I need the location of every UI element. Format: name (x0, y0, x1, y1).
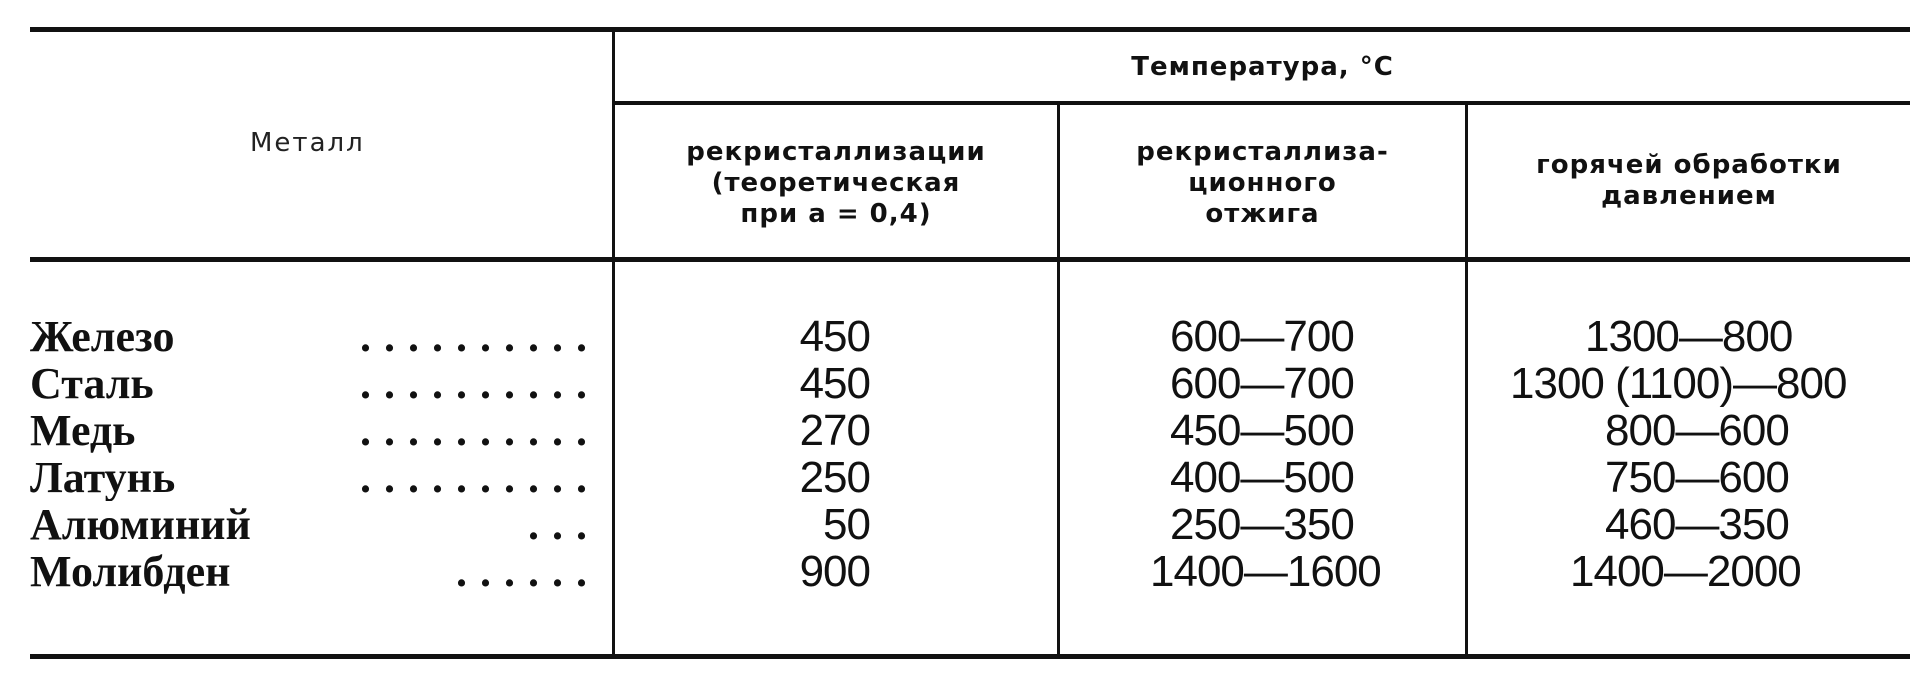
metal-name: Латунь .......... (30, 454, 600, 501)
metal-column-divider (612, 32, 615, 654)
temperature-group-header: Температура, °С (1131, 52, 1394, 82)
dot-leader: .......... (360, 313, 600, 360)
col-hot-working-header: горячей обработки давлением (1536, 150, 1842, 211)
dot-leader: .......... (360, 454, 600, 501)
recrystallization-annealing-value: 1400—1600 (1150, 547, 1381, 596)
recrystallization-annealing-value: 600—700 (1170, 312, 1354, 361)
hot-working-value: 1300—800 (1585, 312, 1793, 361)
dot-leader: .......... (360, 407, 600, 454)
recrystallization-annealing-value: 400—500 (1170, 453, 1354, 502)
recrystallization-theoretical-value: 450 (799, 312, 870, 361)
hot-working-value: 1300 (1100)—800 (1510, 359, 1847, 408)
dot-leader: ...... (456, 548, 600, 595)
hot-working-value: 750—600 (1605, 453, 1789, 502)
col-recrystallization-theoretical-header: рекристаллизации (теоретическая при a = 0,4) (686, 137, 986, 229)
hot-working-value: 800—600 (1605, 406, 1789, 455)
metal-name: Сталь .......... (30, 360, 600, 407)
header-bottom-rule (30, 257, 1910, 262)
metal-name: Алюминий ... (30, 501, 600, 548)
recrystallization-annealing-value: 450—500 (1170, 406, 1354, 455)
table-top-rule (30, 27, 1910, 32)
recrystallization-theoretical-value: 270 (799, 406, 870, 455)
metal-name: Молибден ...... (30, 548, 600, 595)
recrystallization-theoretical-value: 900 (799, 547, 870, 596)
recrystallization-annealing-value: 250—350 (1170, 500, 1354, 549)
recrystallization-theoretical-value: 50 (823, 500, 870, 549)
dot-leader: ... (528, 501, 600, 548)
recrystallization-annealing-value: 600—700 (1170, 359, 1354, 408)
metal-column-header: Металл (250, 128, 365, 158)
table-bottom-rule (30, 654, 1910, 659)
dot-leader: .......... (360, 360, 600, 407)
hot-working-value: 1400—2000 (1570, 547, 1801, 596)
hot-working-value: 460—350 (1605, 500, 1789, 549)
metal-name: Медь .......... (30, 407, 600, 454)
col-recrystallization-annealing-header: рекристаллиза- ционного отжига (1136, 137, 1389, 229)
recrystallization-theoretical-value: 450 (799, 359, 870, 408)
recrystallization-theoretical-value: 250 (799, 453, 870, 502)
group-header-rule (612, 101, 1910, 105)
metal-name: Железо .......... (30, 313, 600, 360)
